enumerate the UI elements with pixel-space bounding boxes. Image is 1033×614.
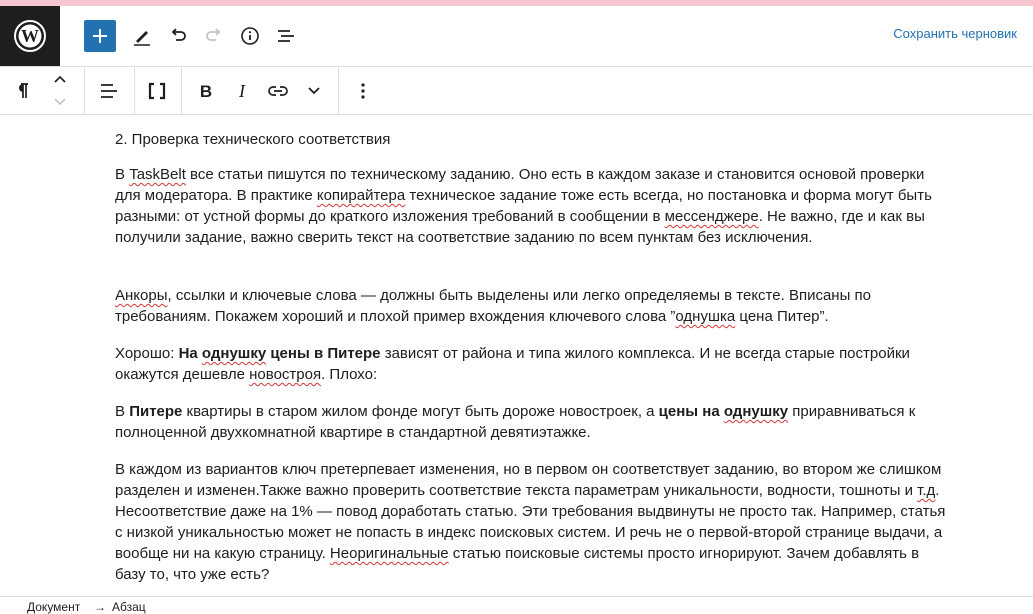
spell-error: Анкоры: [115, 287, 168, 304]
link-icon: [267, 81, 289, 101]
spell-error: однушку: [723, 403, 789, 420]
svg-text:B: B: [199, 81, 213, 101]
pencil-icon: [131, 25, 153, 47]
add-block-button[interactable]: [84, 20, 116, 52]
list-view-button[interactable]: [270, 20, 302, 52]
more-formats-button[interactable]: [298, 67, 330, 114]
undo-icon: [167, 25, 189, 47]
chevron-down-icon: [306, 85, 322, 97]
align-left-icon: [99, 81, 119, 101]
heading-block[interactable]: 2. Проверка технического соответствия: [115, 131, 391, 148]
paragraph-block-4[interactable]: В Питере квартиры в старом жилом фонде могут быть дороже новостроек, а цены на однушку приравниваться к полноценной двухкомнатной квартире в стандартной девятиэтажке.: [115, 403, 916, 441]
link-button[interactable]: [262, 67, 294, 114]
paragraph-block-button[interactable]: [6, 67, 40, 114]
toolbar-divider: [338, 67, 339, 114]
paragraph-block-2[interactable]: Анкоры, ссылки и ключевые слова — должны быть выделены или легко определяемы в тексте. Вписаны по требованиям. Покажем хороший и плохой пример вхождения ключевого слова ”однушка цена Питер”.: [115, 287, 871, 325]
list-view-icon: [275, 25, 297, 47]
undo-button[interactable]: [162, 20, 194, 52]
redo-button[interactable]: [198, 20, 230, 52]
breadcrumb-paragraph[interactable]: Абзац: [112, 600, 146, 614]
svg-text:I: I: [239, 80, 245, 101]
bold-icon: [196, 81, 216, 101]
spell-error: копирайтера: [316, 187, 406, 204]
block-toolbar: [0, 67, 1033, 115]
wordpress-icon: [13, 19, 47, 53]
move-down-button[interactable]: [46, 90, 74, 113]
breadcrumb-separator: →: [94, 600, 106, 614]
toolbar-divider: [134, 67, 135, 114]
shortcode-button[interactable]: [140, 67, 174, 114]
spell-error: т.д: [917, 482, 936, 499]
block-options-button[interactable]: [346, 67, 380, 114]
redo-icon: [203, 25, 225, 47]
italic-button[interactable]: [226, 67, 258, 114]
brackets-icon: [147, 81, 167, 101]
details-button[interactable]: [234, 20, 266, 52]
more-vertical-icon: [353, 81, 373, 101]
align-button[interactable]: [92, 67, 126, 114]
toolbar-divider: [181, 67, 182, 114]
paragraph-icon: [13, 81, 33, 101]
chevron-down-icon: [53, 97, 67, 107]
wordpress-logo-button[interactable]: [0, 6, 60, 66]
svg-text:W: W: [21, 26, 39, 46]
paragraph-block-1[interactable]: В TaskBelt все статьи пишутся по техническому заданию. Оно есть в каждом заказе и становится основой проверки для модератора. В практике копирайтера техническое задание тоже есть всегда, но постановка и форма могут быть разными: от устной формы до краткого изложения требований в сообщении в мессенджере. Не важно, где и как вы получили задание, важно сверить текст на соответствие заданию по всем пунктам без исключения.: [115, 166, 932, 246]
plus-icon: [91, 27, 109, 45]
tools-button[interactable]: [126, 20, 158, 52]
move-up-button[interactable]: [46, 67, 74, 90]
save-draft-button[interactable]: Сохранить черновик: [893, 26, 1017, 41]
bold-button[interactable]: [190, 67, 222, 114]
spell-error: однушка: [675, 308, 736, 325]
info-icon: [239, 25, 261, 47]
editor-top-toolbar: [0, 6, 1033, 67]
spell-error: новостроя: [249, 366, 322, 383]
spell-error: TaskBelt: [129, 166, 186, 183]
paragraph-block-3[interactable]: Хорошо: На однушку цены в Питере зависят от района и типа жилого комплекса. И не всегда старые постройки окажутся дешевле новостроя. Плохо:: [115, 345, 910, 383]
italic-icon: [232, 81, 252, 101]
breadcrumb-document[interactable]: Документ: [27, 600, 81, 614]
spell-error: мессенджере: [664, 208, 759, 225]
editor-content: [115, 114, 950, 594]
spell-error: Неоригинальные: [329, 545, 449, 562]
spell-error: однушку: [201, 345, 267, 362]
block-breadcrumb-bar: [0, 596, 1033, 614]
paragraph-block-5[interactable]: В каждом из вариантов ключ претерпевает изменения, но в первом он соответствует заданию, во втором же слишком разделен и изменен.Также важно проверить соответствие текста параметрам уникальности, водности, тошноты и т.д. Несоответствие даже на 1% — повод доработать статью. Эти требования выдвинуты не просто так. Например, статья с низкой уникальностью может не попасть в индекс поисковых систем. И речь не о первой-второй странице выдачи, а вообще ни на какую страницу. Неоригинальные статью поисковые системы просто игнорируют. Зачем добавлять в базу то, что уже есть?: [115, 461, 946, 583]
chevron-up-icon: [53, 74, 67, 84]
toolbar-divider: [84, 67, 85, 114]
